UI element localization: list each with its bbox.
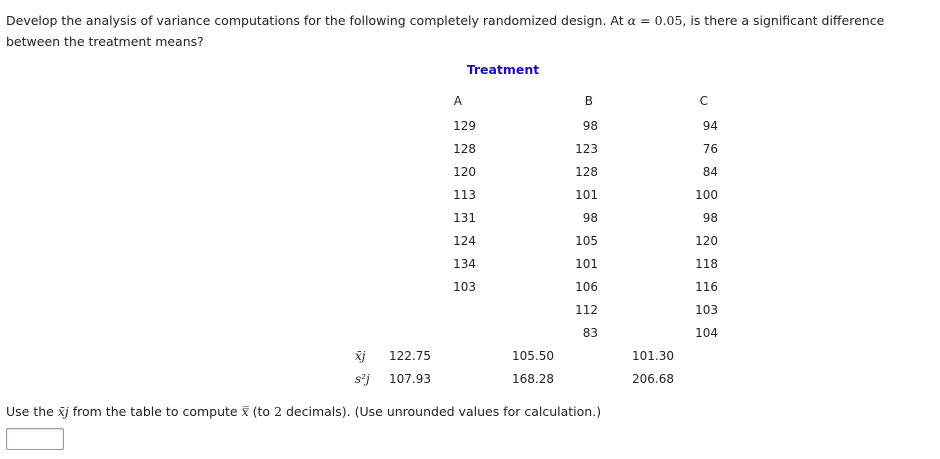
cell-b: 101 [575,187,598,202]
grand-mean-answer-input[interactable] [6,428,64,450]
cell-c: 84 [702,164,718,179]
table-row [355,252,718,275]
cell-b: 123 [575,141,598,156]
cell-c: 100 [695,187,718,202]
cell-a: 134 [453,256,476,271]
cell-a: 128 [453,141,476,156]
cell-c: 76 [702,141,718,156]
instruction-middle: from the table to compute [72,404,238,419]
cell-c: 103 [695,302,718,317]
cell-b: 101 [575,256,598,271]
table-row [355,321,718,344]
variance-c: 206.68 [632,371,674,386]
table-row [355,298,718,321]
cell-a [385,321,476,344]
table-row [355,229,718,252]
table-row [355,183,718,206]
grand-mean-symbol: x̿ [241,404,249,419]
cell-c: 118 [695,256,718,271]
column-header-b: B [584,94,593,108]
question-outro: , is there a significant difference between the treatment means? [6,13,885,49]
instruction-suffix: decimals). (Use unrounded values for calculation.) [286,404,602,419]
table-row [355,160,718,183]
equals-sign: = [640,13,651,28]
xbar-j-symbol: x̄j [57,404,69,419]
mean-label: x̄j [355,348,366,363]
table-row [355,114,718,137]
cell-c: 120 [695,233,718,248]
data-table [355,88,718,390]
row-label-header [355,88,385,114]
alpha-symbol: α [627,13,637,28]
cell-c: 94 [702,118,718,133]
cell-a: 120 [453,164,476,179]
mean-b: 105.50 [512,348,554,363]
decimals-value: 2 [274,404,283,419]
cell-b: 105 [575,233,598,248]
instruction-prefix: Use the [6,404,54,419]
cell-a [385,298,476,321]
cell-c: 98 [702,210,718,225]
instruction-to: (to [252,404,271,419]
cell-c: 104 [695,325,718,340]
instruction-text [6,403,601,421]
cell-a: 129 [453,118,476,133]
cell-b: 98 [582,210,598,225]
table-row [355,275,718,298]
cell-a: 131 [453,210,476,225]
table-row [355,137,718,160]
cell-b: 112 [575,302,598,317]
variance-label: s²j [355,371,370,386]
cell-a: 113 [453,187,476,202]
table-row [355,206,718,229]
cell-b: 106 [575,279,598,294]
means-row [355,344,718,367]
cell-b: 128 [575,164,598,179]
variance-a: 107.93 [389,371,431,386]
column-header-row [355,88,718,114]
cell-b: 83 [582,325,598,340]
cell-c: 116 [695,279,718,294]
column-header-a: A [453,94,462,108]
cell-a: 103 [453,279,476,294]
alpha-value: 0.05 [654,13,683,28]
treatment-heading: Treatment [466,62,540,77]
mean-c: 101.30 [632,348,674,363]
question-intro: Develop the analysis of variance computations for the following completely randomized design. At [6,13,624,28]
variance-b: 168.28 [512,371,554,386]
mean-a: 122.75 [389,348,431,363]
question-text [6,10,936,52]
cell-b: 98 [582,118,598,133]
cell-a: 124 [453,233,476,248]
column-header-c: C [699,94,708,108]
variances-row [355,367,718,390]
